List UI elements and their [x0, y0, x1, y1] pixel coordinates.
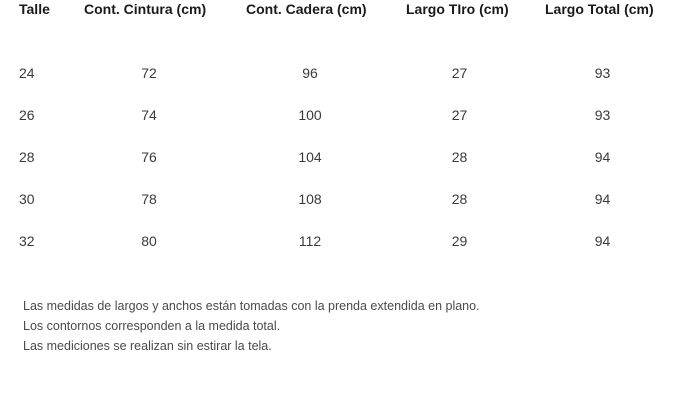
table-row [0, 211, 673, 253]
cell-cintura: 76 [141, 149, 157, 165]
header-talle: Talle [19, 1, 50, 17]
cell-cintura: 78 [141, 191, 157, 207]
table-row [0, 127, 673, 169]
cell-cadera: 96 [302, 65, 318, 81]
cell-largo-total: 94 [594, 233, 611, 249]
measurement-notes [23, 296, 480, 356]
cell-largo-tiro: 27 [451, 65, 468, 81]
table-row [0, 169, 673, 211]
cell-cintura: 80 [141, 233, 157, 249]
cell-talle: 24 [19, 65, 35, 81]
cell-cadera: 104 [298, 149, 322, 165]
header-cadera: Cont. Cadera (cm) [246, 1, 367, 17]
cell-talle: 28 [19, 149, 35, 165]
cell-cadera: 108 [298, 191, 322, 207]
table-row [0, 85, 673, 127]
cell-cintura: 74 [141, 107, 157, 123]
cell-largo-tiro: 27 [451, 107, 468, 123]
cell-cintura: 72 [141, 65, 157, 81]
cell-largo-total: 94 [594, 149, 611, 165]
cell-largo-total: 93 [594, 65, 611, 81]
cell-cadera: 100 [298, 107, 322, 123]
cell-cadera: 112 [298, 233, 322, 249]
cell-largo-total: 94 [594, 191, 611, 207]
note-line: Los contornos corresponden a la medida total. [23, 319, 281, 333]
cell-largo-tiro: 28 [451, 191, 468, 207]
note-line: Las medidas de largos y anchos están tomadas con la prenda extendida en plano. [23, 299, 480, 313]
cell-largo-tiro: 29 [451, 233, 468, 249]
header-largo-total: Largo Total (cm) [545, 1, 654, 17]
header-largo-tiro: Largo TIro (cm) [406, 1, 509, 17]
cell-talle: 26 [19, 107, 35, 123]
cell-talle: 32 [19, 233, 35, 249]
header-cintura: Cont. Cintura (cm) [84, 1, 207, 17]
cell-largo-tiro: 28 [451, 149, 468, 165]
table-row [0, 43, 673, 85]
table-header-row [0, 0, 673, 43]
cell-talle: 30 [19, 191, 35, 207]
note-line: Las mediciones se realizan sin estirar la tela. [23, 339, 272, 353]
cell-largo-total: 93 [594, 107, 611, 123]
